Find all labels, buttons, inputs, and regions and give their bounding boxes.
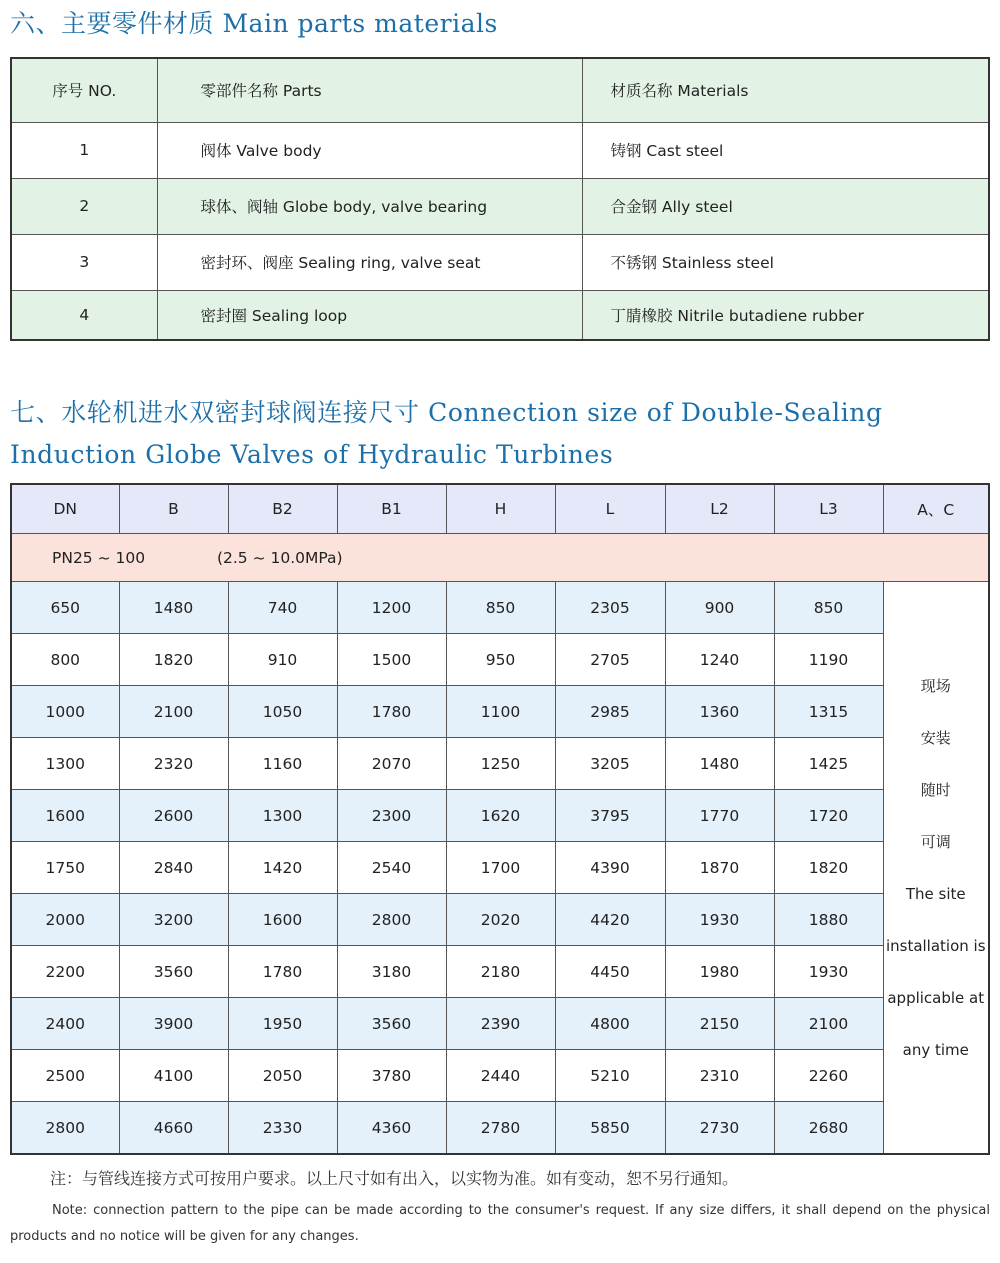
dim-cell: 2050 [228, 1050, 337, 1102]
row-material: 丁腈橡胶 Nitrile butadiene rubber [582, 290, 989, 340]
row-no: 4 [11, 290, 157, 340]
table-row [11, 582, 989, 634]
dim-cell: 1770 [665, 790, 774, 842]
header-dn: DN [11, 484, 119, 534]
table-row [11, 946, 989, 998]
header-materials: 材质名称 Materials [582, 58, 989, 122]
dim-cell: 1050 [228, 686, 337, 738]
dim-cell: 2000 [11, 894, 119, 946]
dim-cell: 740 [228, 582, 337, 634]
dim-cell: 1600 [228, 894, 337, 946]
dim-cell: 2705 [555, 634, 665, 686]
row-no: 2 [11, 178, 157, 234]
dim-cell: 3560 [119, 946, 228, 998]
table-row [11, 234, 989, 290]
dim-cell: 4100 [119, 1050, 228, 1102]
dim-cell: 1425 [774, 738, 883, 790]
table-row [11, 842, 989, 894]
dim-cell: 1930 [665, 894, 774, 946]
dim-cell: 5210 [555, 1050, 665, 1102]
dim-cell: 2020 [446, 894, 555, 946]
dim-cell: 850 [446, 582, 555, 634]
dim-cell: 2780 [446, 1102, 555, 1155]
dim-cell: 2730 [665, 1102, 774, 1155]
ac-note-line: 随时 [920, 780, 951, 799]
dim-cell: 850 [774, 582, 883, 634]
dim-cell: 2400 [11, 998, 119, 1050]
dim-cell: 2200 [11, 946, 119, 998]
dim-cell: 1820 [774, 842, 883, 894]
dim-cell: 1930 [774, 946, 883, 998]
table-row [11, 122, 989, 178]
dim-cell: 2985 [555, 686, 665, 738]
dim-cell: 1820 [119, 634, 228, 686]
pressure-mpa: (2.5 ~ 10.0MPa) [216, 548, 343, 567]
dim-cell: 1160 [228, 738, 337, 790]
dim-cell: 2070 [337, 738, 446, 790]
dim-cell: 1500 [337, 634, 446, 686]
dim-cell: 1720 [774, 790, 883, 842]
dim-cell: 2540 [337, 842, 446, 894]
dim-cell: 2180 [446, 946, 555, 998]
dim-cell: 2305 [555, 582, 665, 634]
pressure-range: PN25 ~ 100 [52, 548, 146, 567]
dim-cell: 2320 [119, 738, 228, 790]
row-part: 阀体 Valve body [157, 122, 582, 178]
dim-cell: 950 [446, 634, 555, 686]
dim-cell: 1600 [11, 790, 119, 842]
dim-cell: 4450 [555, 946, 665, 998]
table-row [11, 1102, 989, 1155]
dim-cell: 4420 [555, 894, 665, 946]
dim-cell: 4390 [555, 842, 665, 894]
dim-cell: 4660 [119, 1102, 228, 1155]
ac-note-line: installation is [885, 936, 986, 955]
table-row [11, 686, 989, 738]
dim-cell: 1360 [665, 686, 774, 738]
pressure-cell [11, 534, 989, 582]
dim-cell: 1750 [11, 842, 119, 894]
row-part: 密封圈 Sealing loop [157, 290, 582, 340]
dim-cell: 1300 [11, 738, 119, 790]
dim-cell: 1250 [446, 738, 555, 790]
materials-section-title: 六、主要零件材质 Main parts materials [10, 9, 498, 38]
dim-cell: 2260 [774, 1050, 883, 1102]
dim-cell: 1300 [228, 790, 337, 842]
header-l3: L3 [774, 484, 883, 534]
dimensions-header-row [11, 484, 989, 534]
pressure-row [11, 534, 989, 582]
ac-note-line: applicable at [887, 988, 985, 1007]
table-row [11, 738, 989, 790]
dim-cell: 4360 [337, 1102, 446, 1155]
row-no: 3 [11, 234, 157, 290]
row-material: 不锈钢 Stainless steel [582, 234, 989, 290]
dim-cell: 5850 [555, 1102, 665, 1155]
header-parts: 零部件名称 Parts [157, 58, 582, 122]
dim-cell: 3795 [555, 790, 665, 842]
dim-cell: 4800 [555, 998, 665, 1050]
ac-note-line: 安装 [920, 728, 951, 747]
dim-cell: 2150 [665, 998, 774, 1050]
table-row [11, 634, 989, 686]
dim-cell: 3560 [337, 998, 446, 1050]
dim-cell: 3780 [337, 1050, 446, 1102]
dim-cell: 2300 [337, 790, 446, 842]
dim-cell: 1870 [665, 842, 774, 894]
dim-cell: 2100 [119, 686, 228, 738]
table-row [11, 1050, 989, 1102]
materials-header-row [11, 58, 989, 122]
dim-cell: 1100 [446, 686, 555, 738]
row-part: 密封环、阀座 Sealing ring, valve seat [157, 234, 582, 290]
dim-cell: 1950 [228, 998, 337, 1050]
header-b1: B1 [337, 484, 446, 534]
dim-cell: 1980 [665, 946, 774, 998]
dim-cell: 2500 [11, 1050, 119, 1102]
dimensions-section-title: 七、水轮机进水双密封球阀连接尺寸 Connection size of Double-Sealing Induction Globe Valves of Hydraulic Turbines [10, 398, 883, 469]
ac-note-line: The site [905, 884, 966, 903]
row-material: 合金钢 Ally steel [582, 178, 989, 234]
dim-cell: 1480 [665, 738, 774, 790]
dim-cell: 2800 [337, 894, 446, 946]
dim-cell: 800 [11, 634, 119, 686]
dim-cell: 1200 [337, 582, 446, 634]
header-h: H [446, 484, 555, 534]
table-row [11, 178, 989, 234]
dim-cell: 1315 [774, 686, 883, 738]
dim-cell: 1240 [665, 634, 774, 686]
dim-cell: 1700 [446, 842, 555, 894]
dim-cell: 1190 [774, 634, 883, 686]
dim-cell: 3180 [337, 946, 446, 998]
table-row [11, 290, 989, 340]
dim-cell: 900 [665, 582, 774, 634]
dim-cell: 2800 [11, 1102, 119, 1155]
table-row [11, 790, 989, 842]
row-part: 球体、阀轴 Globe body, valve bearing [157, 178, 582, 234]
dimensions-table [10, 483, 990, 1155]
ac-note-cell [883, 582, 989, 1155]
table-row [11, 998, 989, 1050]
dim-cell: 910 [228, 634, 337, 686]
row-no: 1 [11, 122, 157, 178]
dim-cell: 1480 [119, 582, 228, 634]
table-row [11, 894, 989, 946]
header-b: B [119, 484, 228, 534]
dim-cell: 2100 [774, 998, 883, 1050]
dim-cell: 3200 [119, 894, 228, 946]
header-b2: B2 [228, 484, 337, 534]
dim-cell: 2680 [774, 1102, 883, 1155]
dim-cell: 2440 [446, 1050, 555, 1102]
note-english: Note: connection pattern to the pipe can be made according to the consumer's request. If any size differs, it shall depend on the physical products and no notice will be given for any changes. [10, 1203, 990, 1244]
header-l2: L2 [665, 484, 774, 534]
dim-cell: 1880 [774, 894, 883, 946]
dim-cell: 2330 [228, 1102, 337, 1155]
dim-cell: 2840 [119, 842, 228, 894]
note-chinese: 注：与管线连接方式可按用户要求。以上尺寸如有出入，以实物为准。如有变动，恕不另行通知。 [50, 1169, 739, 1188]
materials-table [10, 57, 990, 341]
dim-cell: 3900 [119, 998, 228, 1050]
dim-cell: 2600 [119, 790, 228, 842]
row-material: 铸钢 Cast steel [582, 122, 989, 178]
header-l: L [555, 484, 665, 534]
dim-cell: 1780 [337, 686, 446, 738]
ac-note-line: 可调 [920, 832, 951, 851]
ac-note-line: 现场 [920, 676, 951, 695]
dim-cell: 1000 [11, 686, 119, 738]
dim-cell: 2390 [446, 998, 555, 1050]
header-no: 序号 NO. [11, 58, 157, 122]
dim-cell: 2310 [665, 1050, 774, 1102]
dim-cell: 3205 [555, 738, 665, 790]
dim-cell: 1420 [228, 842, 337, 894]
dim-cell: 1780 [228, 946, 337, 998]
dim-cell: 1620 [446, 790, 555, 842]
dim-cell: 650 [11, 582, 119, 634]
ac-note-line: any time [902, 1040, 969, 1059]
header-ac: A、C [883, 484, 989, 534]
